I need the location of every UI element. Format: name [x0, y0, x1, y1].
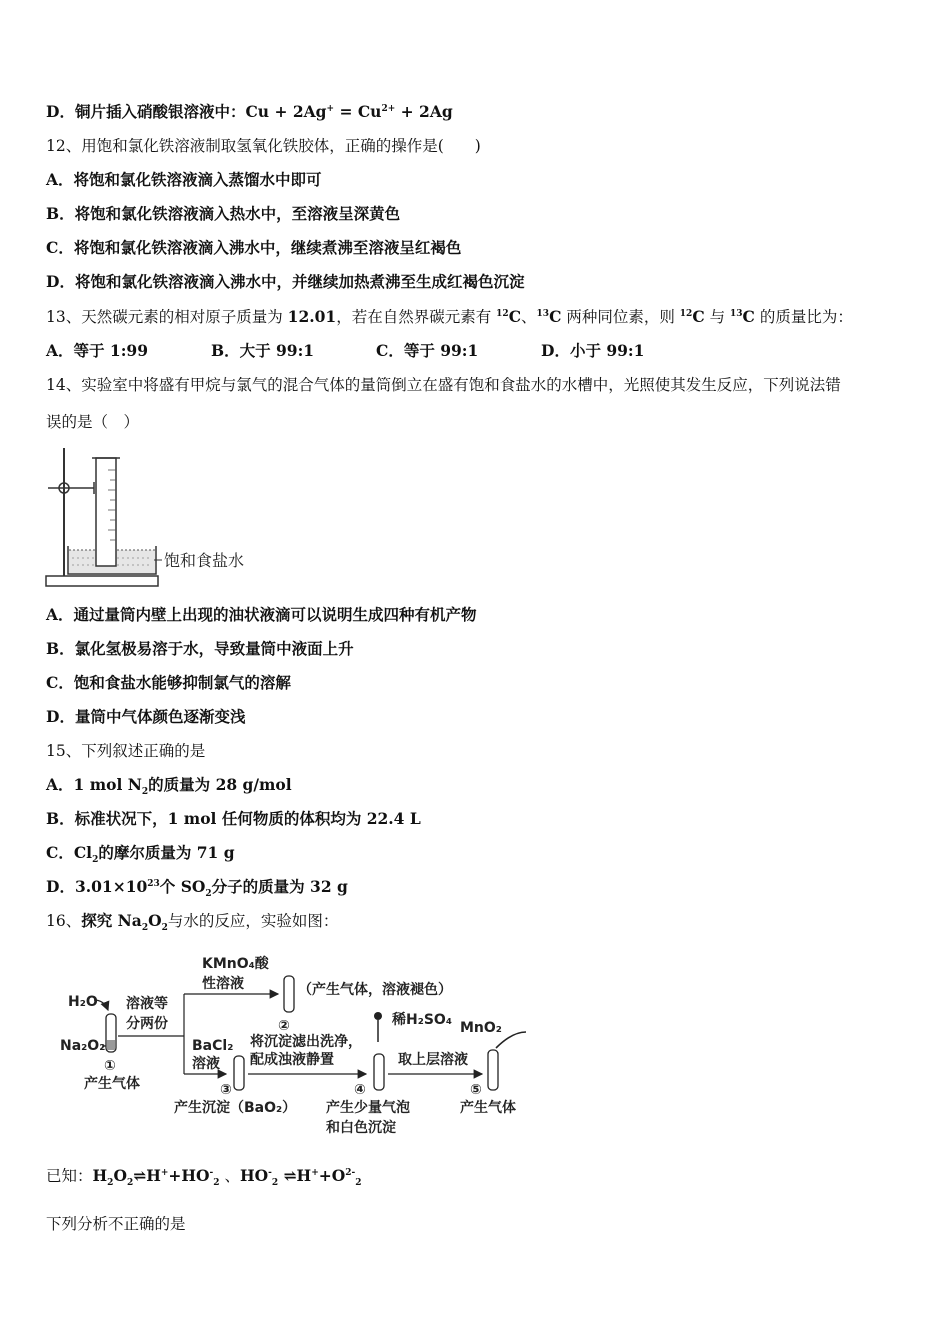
subscript: 2 — [271, 1178, 279, 1189]
separator: 、 — [219, 1167, 240, 1185]
option-text: 1 mol N — [73, 775, 142, 794]
q13-option-a — [46, 341, 211, 361]
q15-option-d — [46, 877, 348, 900]
q13-option-d — [541, 341, 644, 360]
option-text: 通过量筒内壁上出现的油状液滴可以说明生成四种有机产物 — [73, 605, 477, 624]
equation: +HO — [168, 1166, 210, 1185]
option-label: D． — [46, 877, 75, 896]
q13-option-b — [211, 341, 376, 361]
split-label-line2: 分两份 — [126, 1016, 168, 1032]
element: C — [742, 307, 755, 326]
q14-stem-line1 — [46, 375, 841, 395]
subscript: 2 — [213, 1178, 220, 1189]
q16-experiment-diagram — [56, 950, 536, 1140]
q14-option-d — [46, 707, 245, 727]
superscript: + — [311, 1167, 319, 1178]
option-text: 标准状况下，1 mol 任何物质的体积均为 22.4 L — [74, 809, 421, 828]
q14-option-c — [46, 673, 291, 693]
option-text: 将饱和氯化铁溶液滴入沸水中，继续煮沸至溶液呈红褐色 — [73, 238, 462, 257]
question-text: 下列分析不正确的是 — [46, 1215, 186, 1233]
option-label: D． — [541, 341, 570, 360]
equation: Cu + 2Ag — [245, 102, 327, 121]
superscript: 2- — [345, 1167, 356, 1178]
option-text: 等于 99:1 — [403, 341, 479, 360]
q13-options — [46, 341, 644, 361]
upper-solution-label: 取上层溶液 — [398, 1052, 468, 1068]
subscript: 2 — [92, 855, 99, 866]
option-label: C． — [46, 673, 74, 692]
q13-option-c — [376, 341, 541, 361]
atomic-mass: 12.01 — [287, 307, 337, 326]
h2o-label: H₂O — [68, 994, 98, 1010]
question-text: 探究 Na — [81, 911, 142, 930]
option-label: B． — [211, 341, 240, 360]
tube-3-observation: 产生沉淀（BaO₂） — [174, 1100, 297, 1116]
mno2-label: MnO₂ — [460, 1020, 502, 1036]
tube-4-number: ④ — [354, 1082, 366, 1098]
subscript: 2 — [107, 1178, 114, 1189]
option-label: D． — [46, 272, 75, 291]
isotope-mass: 12 — [679, 308, 693, 319]
test-tube-2 — [284, 976, 294, 1012]
test-tube-3 — [234, 1056, 244, 1090]
question-text: 下列叙述正确的是 — [81, 742, 206, 760]
question-text: 两种同位素，则 — [561, 308, 680, 326]
filter-label-line1: 将沉淀滤出洗净， — [250, 1034, 362, 1050]
brine-label: 饱和食盐水 — [164, 551, 245, 570]
option-label: A． — [46, 341, 74, 360]
split-label-line1: 溶液等 — [126, 996, 168, 1012]
subscript: 2 — [126, 1178, 134, 1189]
q12-option-a — [46, 170, 322, 190]
superscript: 23 — [147, 878, 160, 889]
tube-5-number: ⑤ — [470, 1082, 482, 1098]
filter-label-line2: 配成浊液静置 — [250, 1052, 334, 1068]
option-text: 的质量为 28 g/mol — [148, 775, 292, 794]
q14-stem-line2 — [46, 412, 139, 432]
option-label: C． — [46, 238, 74, 257]
test-tube-5 — [488, 1050, 498, 1090]
question-text: 用饱和氯化铁溶液制取氢氧化铁胶体，正确的操作是( ) — [81, 137, 481, 155]
question-text: 与水的反应，实验如图： — [167, 912, 339, 930]
question-number: 14、 — [46, 376, 82, 394]
q11-option-d — [46, 102, 453, 122]
dropper-bulb — [374, 1012, 382, 1020]
q14-option-a — [46, 605, 477, 625]
option-text: 个 SO — [159, 877, 206, 896]
q16-known-equations — [46, 1166, 362, 1189]
tube-2-number: ② — [278, 1018, 290, 1034]
option-text: 量筒中气体颜色逐渐变浅 — [74, 707, 246, 726]
tube-1-number: ① — [104, 1058, 116, 1074]
option-text: 将饱和氯化铁溶液滴入热水中，至溶液呈深黄色 — [74, 204, 401, 223]
q16-followup — [46, 1214, 186, 1234]
option-text: 铜片插入硝酸银溶液中： — [74, 102, 246, 121]
option-label: A． — [46, 170, 74, 189]
option-text: 分子的质量为 32 g — [211, 877, 348, 896]
q13-stem — [46, 307, 853, 327]
test-tube-4 — [374, 1054, 384, 1090]
q14-option-b — [46, 639, 354, 659]
q15-option-a — [46, 775, 292, 798]
subscript: 2 — [355, 1178, 362, 1189]
subscript: 2 — [205, 889, 212, 900]
superscript: - — [268, 1167, 272, 1178]
option-text: Cl — [73, 843, 93, 862]
q15-option-c — [46, 843, 235, 866]
option-text: 3.01×10 — [74, 877, 148, 896]
option-text: 饱和食盐水能够抑制氯气的溶解 — [73, 673, 291, 692]
tube-1-observation: 产生气体 — [84, 1076, 140, 1092]
subscript: 2 — [161, 923, 168, 934]
option-label: B． — [46, 809, 75, 828]
subscript: 2 — [141, 923, 149, 934]
equation: = Cu — [334, 102, 382, 121]
option-text: 氯化氢极易溶于水，导致量筒中液面上升 — [74, 639, 354, 658]
q12-option-d — [46, 272, 524, 292]
option-label: C． — [46, 843, 74, 862]
option-label: C． — [376, 341, 404, 360]
question-number: 15、 — [46, 742, 82, 760]
equation: ⇌H — [278, 1166, 312, 1185]
tube-2-observation: （产生气体，溶液褪色） — [298, 982, 452, 998]
subscript: 2 — [141, 787, 149, 798]
question-text: O — [148, 911, 162, 930]
equation: O — [113, 1166, 127, 1185]
element: C — [692, 307, 705, 326]
element: C — [508, 307, 522, 326]
h2so4-label: 稀H₂SO₄ — [392, 1012, 452, 1028]
element: C — [549, 307, 562, 326]
equation: + 2Ag — [395, 102, 453, 121]
tube-1-solid — [107, 1040, 115, 1050]
option-text: 大于 99:1 — [239, 341, 315, 360]
q15-stem — [46, 741, 205, 761]
q12-option-c — [46, 238, 461, 258]
tube-4-observation-line2: 和白色沉淀 — [326, 1120, 396, 1136]
option-text: 小于 99:1 — [569, 341, 645, 360]
isotope-mass: 13 — [536, 308, 550, 319]
option-label: D． — [46, 102, 75, 121]
question-number: 12、 — [46, 137, 82, 155]
bacl2-label-line2: 溶液 — [192, 1056, 220, 1072]
kmno4-label-line2: 性溶液 — [202, 976, 244, 992]
equation: HO — [240, 1166, 269, 1185]
question-text: 误的是（ ） — [46, 413, 140, 431]
superscript: + — [160, 1167, 169, 1178]
question-text: ，若在自然界碳元素有 — [336, 308, 497, 326]
stand-base — [46, 576, 158, 586]
superscript: + — [326, 103, 335, 114]
na2o2-label: Na₂O₂ — [60, 1038, 106, 1054]
q12-stem — [46, 136, 481, 156]
bacl2-label-line1: BaCl₂ — [192, 1038, 234, 1054]
q14-apparatus-figure — [42, 444, 272, 592]
tube-3-number: ③ — [220, 1082, 232, 1098]
option-text: 将饱和氯化铁溶液滴入沸水中，并继续加热煮沸至生成红褐色沉淀 — [74, 272, 525, 291]
equation: H — [92, 1166, 108, 1185]
option-text: 的摩尔质量为 71 g — [98, 843, 235, 862]
option-label: B． — [46, 639, 75, 658]
kmno4-label-line1: KMnO₄酸 — [202, 956, 269, 972]
q16-stem — [46, 911, 339, 934]
inverted-cylinder — [96, 458, 116, 566]
option-label: D． — [46, 707, 75, 726]
question-text: 的质量比为： — [754, 308, 853, 326]
isotope-mass: 13 — [730, 308, 743, 319]
question-number: 13、 — [46, 308, 82, 326]
option-text: 将饱和氯化铁溶液滴入蒸馏水中即可 — [73, 170, 322, 189]
tube-4-observation-line1: 产生少量气泡 — [326, 1100, 410, 1116]
option-label: A． — [46, 605, 74, 624]
q12-option-b — [46, 204, 400, 224]
question-text: 天然碳元素的相对原子质量为 — [81, 308, 288, 326]
isotope-mass: 12 — [496, 308, 509, 319]
equation: ⇌H — [133, 1166, 161, 1185]
tube-5-observation: 产生气体 — [460, 1100, 516, 1116]
option-text: 等于 1:99 — [73, 341, 149, 360]
question-number: 16、 — [46, 912, 82, 930]
equation: +O — [318, 1166, 346, 1185]
question-text: 实验室中将盛有甲烷与氯气的混合气体的量筒倒立在盛有饱和食盐水的水槽中，光照使其发生反应，下列说法错 — [81, 376, 841, 394]
superscript: 2+ — [381, 103, 396, 114]
q15-option-b — [46, 809, 421, 829]
question-text: 与 — [704, 308, 731, 326]
option-label: B． — [46, 204, 75, 223]
known-label: 已知： — [46, 1167, 93, 1185]
option-label: A． — [46, 775, 74, 794]
separator: 、 — [521, 308, 537, 326]
superscript: - — [209, 1167, 214, 1178]
